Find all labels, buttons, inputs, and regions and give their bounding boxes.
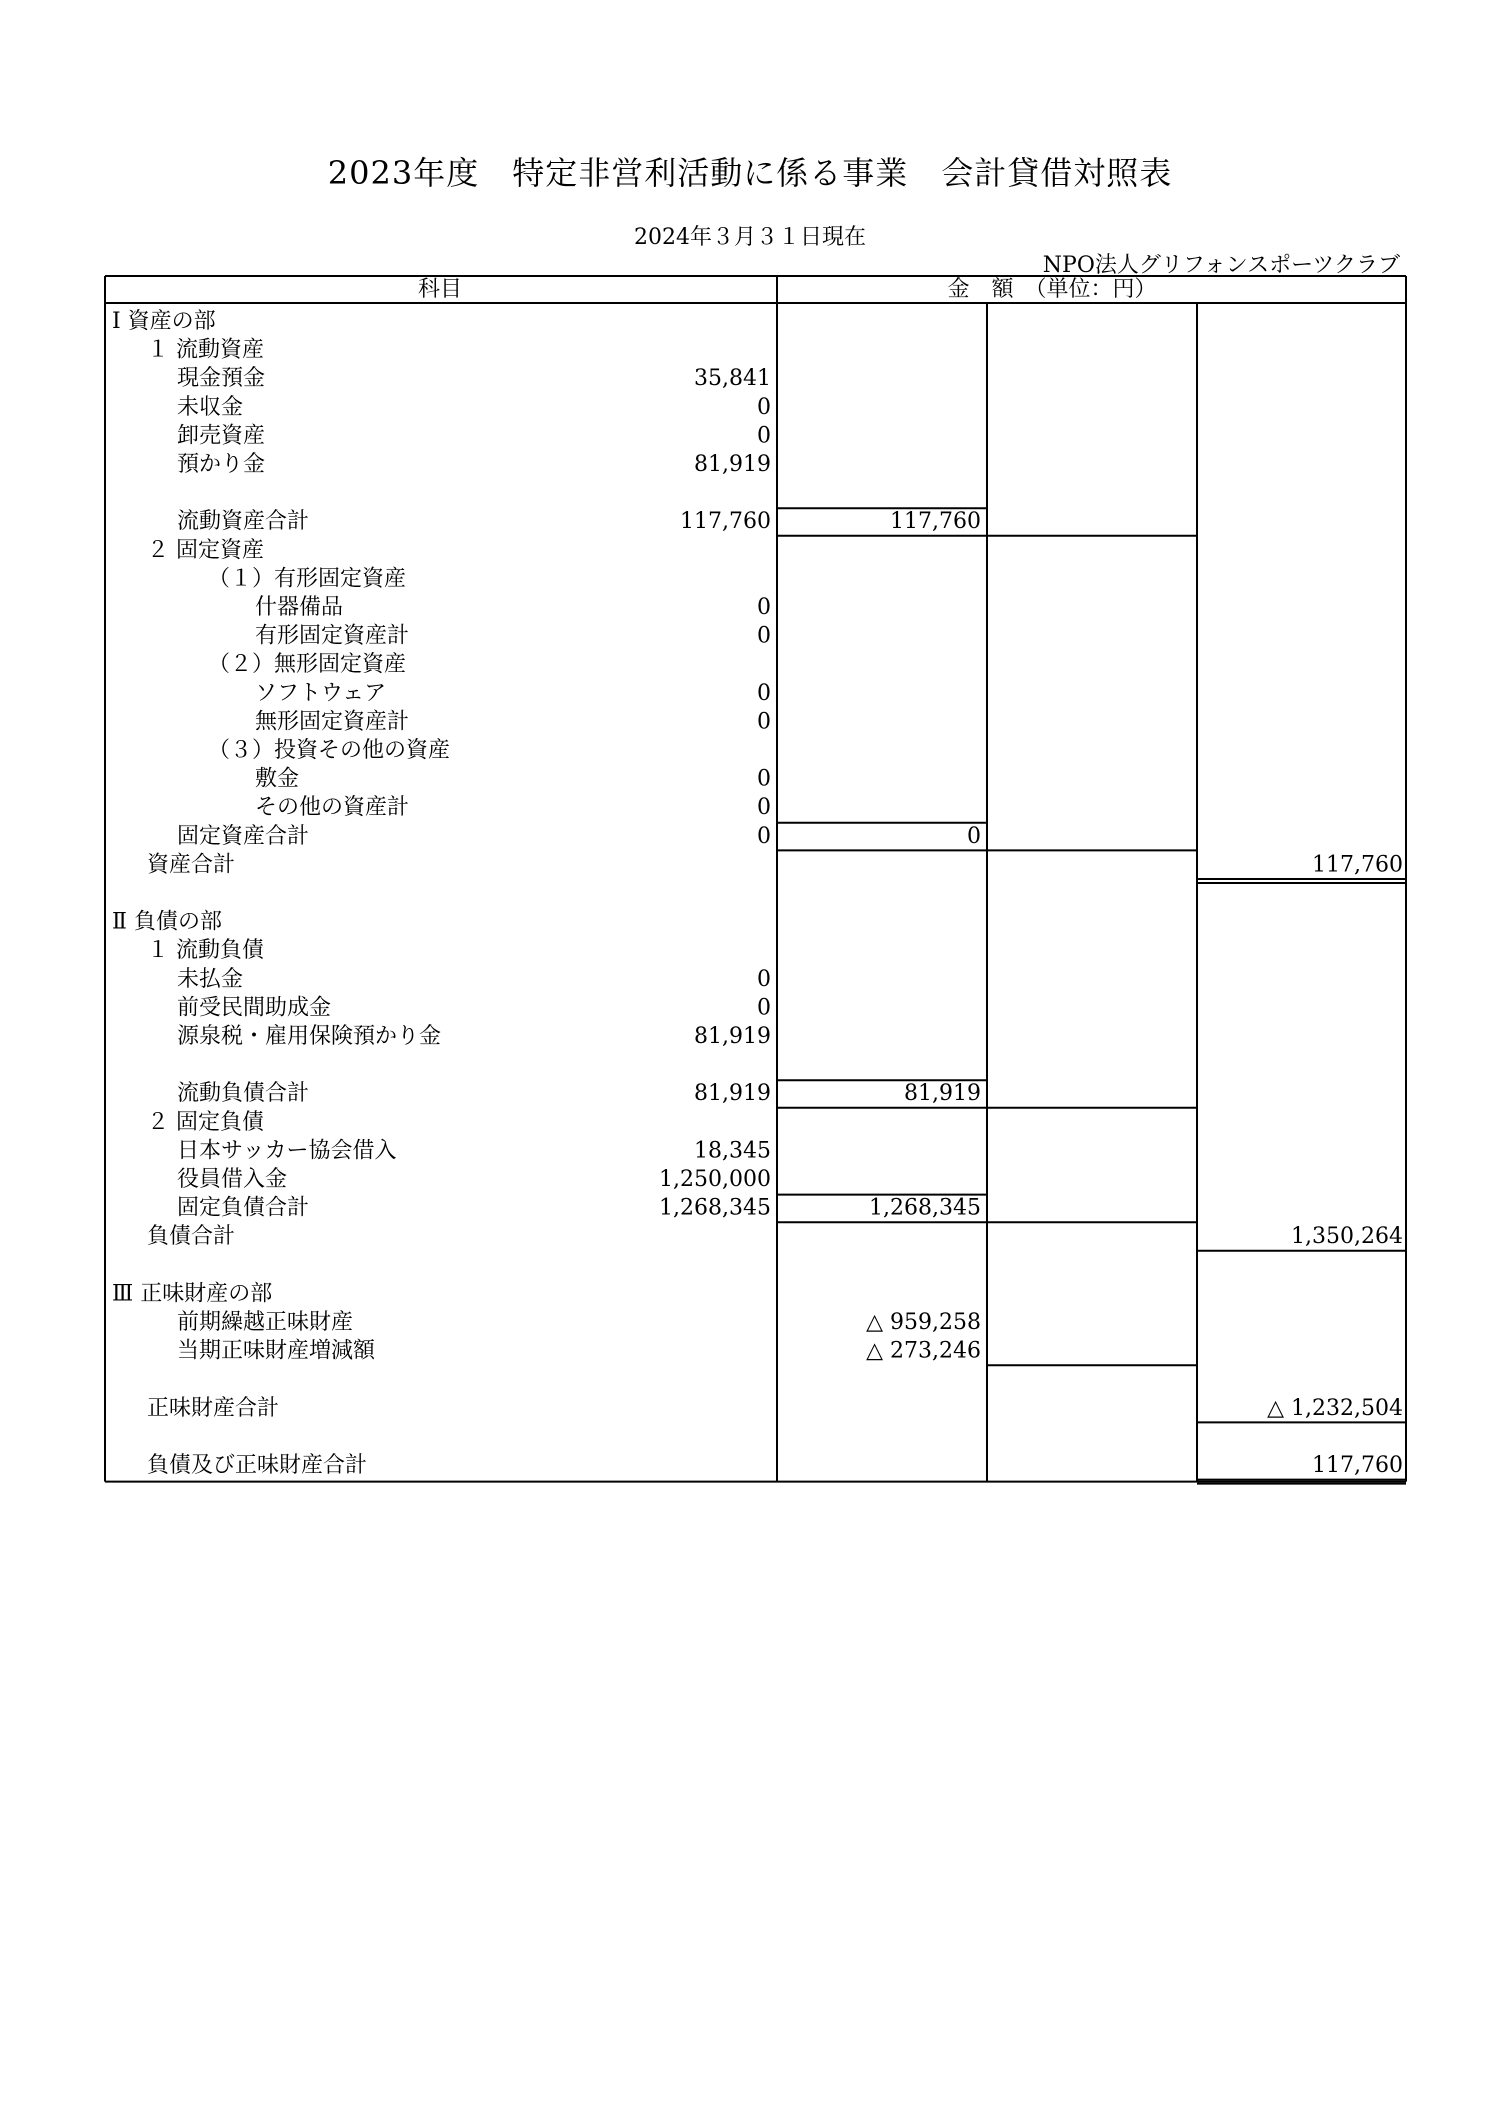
row-label: 固定資産合計: [177, 823, 310, 849]
row-label: 資産合計: [147, 852, 236, 878]
amount-col1: 18,345: [694, 1138, 771, 1164]
amount-col3: 1,350,264: [1291, 1224, 1403, 1250]
amount-col1: 0: [757, 766, 771, 792]
amount-col2: △ 273,246: [866, 1338, 981, 1364]
row-label: 前期繰越正味財産: [177, 1310, 354, 1335]
row-label: 負債合計: [147, 1224, 236, 1250]
row-label: ソフトウェア: [255, 680, 387, 706]
row-label: 固定負債合計: [177, 1195, 310, 1221]
row-label: 流動負債合計: [177, 1081, 310, 1107]
amount-col1: 117,760: [680, 509, 771, 535]
row-label: 前受民間助成金: [177, 995, 332, 1021]
amount-col1: 0: [757, 623, 771, 649]
amount-col3: 117,760: [1312, 1453, 1403, 1478]
header-item: 科目: [417, 277, 463, 302]
row-label: 日本サッカー協会借入: [177, 1138, 397, 1164]
row-label: 流動資産合計: [177, 509, 310, 535]
row-label: １ 流動負債: [147, 938, 264, 964]
amount-col1: 0: [757, 394, 771, 420]
document-title: 2023年度 特定非営利活動に係る事業 会計貸借対照表: [327, 154, 1173, 192]
row-label: 正味財産合計: [147, 1395, 280, 1421]
row-label: その他の資産計: [255, 795, 410, 821]
row-label: 卸売資産: [177, 423, 266, 449]
row-label: 源泉税・雇用保険預かり金: [177, 1024, 442, 1049]
row-label: 什器備品: [255, 595, 344, 620]
row-label: 未払金: [177, 966, 244, 992]
amount-col1: 35,841: [694, 366, 771, 392]
amount-col2: 1,268,345: [869, 1195, 981, 1221]
row-label: ２ 固定資産: [147, 537, 264, 563]
row-label: （２）無形固定資産: [208, 652, 407, 678]
organization-name: NPO法人グリフォンスポーツクラブ: [1042, 253, 1400, 278]
amount-col1: 0: [757, 823, 771, 849]
amount-col1: 0: [757, 423, 771, 449]
row-label: ２ 固定負債: [147, 1109, 264, 1135]
table-rows: [112, 309, 1403, 1478]
amount-col1: 0: [757, 595, 771, 620]
row-label: 当期正味財産増減額: [177, 1338, 376, 1364]
amount-col1: 0: [757, 795, 771, 821]
amount-col1: 0: [757, 966, 771, 992]
row-label: （１）有形固定資産: [208, 566, 407, 592]
amount-col1: 81,919: [694, 1024, 771, 1049]
amount-col1: 1,268,345: [659, 1195, 771, 1221]
row-label: 役員借入金: [177, 1167, 288, 1192]
amount-col1: 0: [757, 709, 771, 735]
row-label: Ⅰ 資産の部: [112, 309, 216, 334]
amount-col1: 81,919: [694, 1081, 771, 1107]
row-label: 敷金: [255, 766, 300, 792]
row-label: １ 流動資産: [147, 337, 264, 363]
row-label: 負債及び正味財産合計: [147, 1453, 368, 1478]
amount-col2: 0: [967, 823, 981, 849]
header-amount: 金 額 （単位：円）: [947, 277, 1157, 302]
amount-col2: △ 959,258: [866, 1310, 981, 1335]
row-label: 有形固定資産計: [255, 623, 410, 649]
amount-col1: 0: [757, 680, 771, 706]
row-label: 無形固定資産計: [255, 709, 410, 735]
row-label: 未収金: [177, 394, 244, 420]
row-label: 現金預金: [177, 366, 266, 392]
report-date: 2024年３月３１日現在: [634, 225, 866, 250]
amount-col2: 81,919: [904, 1081, 981, 1107]
row-label: （３）投資その他の資産: [208, 738, 451, 763]
row-label: Ⅲ 正味財産の部: [112, 1281, 273, 1307]
amount-col1: 0: [757, 995, 771, 1021]
amount-col1: 1,250,000: [659, 1167, 771, 1192]
amount-col2: 117,760: [890, 509, 981, 535]
row-label: 預かり金: [177, 452, 266, 477]
amount-col1: 81,919: [694, 452, 771, 477]
row-label: Ⅱ 負債の部: [112, 909, 222, 935]
amount-col3: △ 1,232,504: [1267, 1395, 1403, 1421]
amount-col3: 117,760: [1312, 852, 1403, 878]
